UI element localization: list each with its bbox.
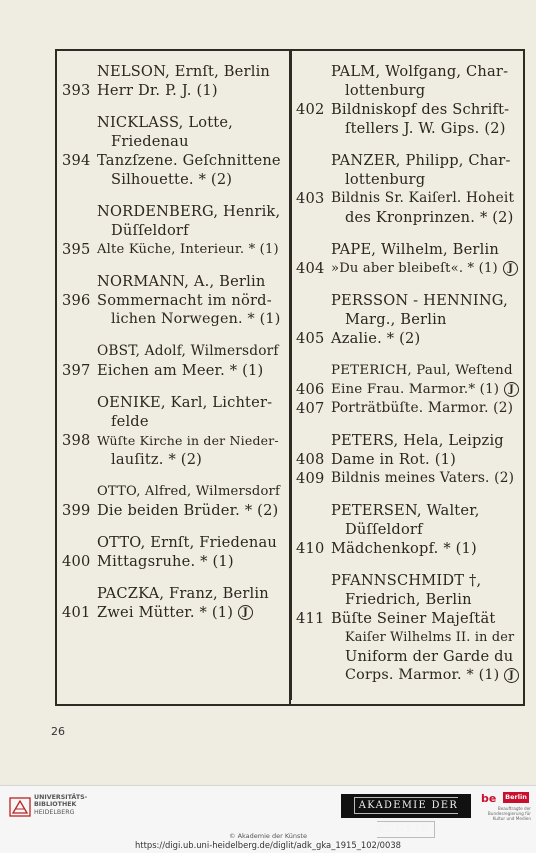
artwork-text: Die beiden Brüder. * (2) bbox=[97, 502, 279, 519]
catalog-number: 400 bbox=[62, 553, 91, 570]
artist-name: OBST, Adolf, Wilmersdorf bbox=[97, 343, 279, 359]
artwork-text: felde bbox=[111, 413, 149, 430]
artist-name: NORMANN, A., Berlin bbox=[97, 273, 266, 290]
catalog-entry bbox=[62, 62, 284, 100]
catalog-number: 411 bbox=[296, 610, 325, 627]
catalog-number: 402 bbox=[296, 101, 325, 118]
catalog-number: 408 bbox=[296, 451, 325, 468]
artwork-text: lottenburg bbox=[345, 82, 426, 99]
left-column bbox=[62, 62, 284, 635]
artwork-text: lichen Norwegen. * (1) bbox=[111, 311, 281, 327]
artwork-text: Friedenau bbox=[111, 133, 189, 150]
be-logo-text: be bbox=[481, 792, 497, 805]
artwork-text: Eine Frau. Marmor.* (1) bbox=[331, 382, 500, 397]
artwork-text: Düſſeldorf bbox=[111, 222, 189, 239]
catalog-entry bbox=[62, 482, 284, 520]
artwork-text: Büſte Seiner Majeſtät bbox=[331, 610, 496, 627]
catalog-number: 407 bbox=[296, 400, 325, 417]
artist-name: PFANNSCHMIDT †, bbox=[331, 572, 482, 589]
artwork-text: Mädchenkopf. * (1) bbox=[331, 540, 477, 557]
catalog-entry bbox=[296, 151, 518, 227]
artist-name: PANZER, Philipp, Char- bbox=[331, 152, 511, 169]
catalog-entry bbox=[62, 584, 284, 622]
be-logo-tag: Berlin bbox=[503, 792, 529, 803]
artwork-text: »Du aber bleibeſt«. * (1) bbox=[331, 261, 498, 276]
artwork-text: Düſſeldorf bbox=[345, 521, 423, 538]
page-number: 26 bbox=[51, 725, 65, 738]
jury-mark-icon: J bbox=[503, 261, 518, 276]
column-divider bbox=[291, 51, 292, 700]
catalog-number: 398 bbox=[62, 432, 91, 449]
akademie-der-kuenste-logo[interactable] bbox=[341, 794, 471, 835]
catalog-entry bbox=[62, 272, 284, 329]
artwork-text: Marg., Berlin bbox=[345, 311, 447, 328]
artwork-text: Eichen am Meer. * (1) bbox=[97, 362, 264, 379]
artist-name: NELSON, Ernſt, Berlin bbox=[97, 63, 271, 80]
artwork-text: Zwei Mütter. * (1) bbox=[97, 604, 234, 621]
catalog-number: 395 bbox=[62, 241, 91, 258]
artwork-text: Azalie. * (2) bbox=[331, 330, 421, 347]
uni-line: BIBLIOTHEK bbox=[34, 801, 77, 809]
artwork-text: Porträtbüſte. Marmor. (2) bbox=[331, 400, 514, 416]
artwork-text: lauſitz. * (2) bbox=[111, 451, 203, 468]
catalog-number: 410 bbox=[296, 540, 325, 557]
jury-mark-icon: J bbox=[504, 668, 519, 683]
university-library-logo-icon bbox=[8, 795, 32, 819]
artwork-text: Uniform der Garde du bbox=[345, 648, 514, 665]
artist-name: PETERICH, Paul, Weſtend bbox=[331, 363, 513, 378]
artwork-text: lottenburg bbox=[345, 171, 426, 188]
artwork-text: Corps. Marmor. * (1) bbox=[345, 667, 500, 683]
jury-mark-icon: J bbox=[504, 382, 519, 397]
artwork-text: Sommernacht im nörd- bbox=[97, 292, 272, 309]
catalog-entry bbox=[62, 342, 284, 380]
artwork-text: Friedrich, Berlin bbox=[345, 591, 472, 608]
artwork-text: Bildnis meines Vaters. (2) bbox=[331, 470, 515, 486]
catalog-entry bbox=[296, 501, 518, 558]
artwork-text: Mittagsruhe. * (1) bbox=[97, 553, 234, 570]
catalog-entry bbox=[296, 62, 518, 138]
catalog-number: 394 bbox=[62, 152, 91, 169]
catalog-entry bbox=[62, 202, 284, 259]
uni-line: HEIDELBERG bbox=[34, 808, 75, 816]
catalog-entry bbox=[62, 393, 284, 469]
catalog-number: 405 bbox=[296, 330, 325, 347]
artwork-text: Alte Küche, Interieur. * (1) bbox=[97, 242, 279, 257]
catalog-entry bbox=[296, 291, 518, 348]
catalog-entry bbox=[296, 431, 518, 488]
artist-name: OENIKE, Karl, Lichter- bbox=[97, 394, 273, 411]
catalog-entry bbox=[296, 240, 518, 278]
catalog-number: 401 bbox=[62, 604, 91, 621]
artwork-text: Tanzſzene. Geſchnittene bbox=[97, 152, 281, 169]
catalog-number: 396 bbox=[62, 292, 91, 309]
catalog-number: 403 bbox=[296, 190, 325, 207]
artwork-text: Kaiſer Wilhelms II. in der bbox=[345, 630, 515, 645]
artwork-text: Wüſte Kirche in der Nieder- bbox=[97, 433, 279, 448]
copyright-notice: © Akademie der Künste bbox=[229, 832, 307, 840]
artwork-text: Dame in Rot. (1) bbox=[331, 451, 457, 468]
artwork-text: ſtellers J. W. Gips. (2) bbox=[345, 120, 506, 137]
catalog-entry bbox=[296, 571, 518, 685]
catalog-entry bbox=[296, 361, 518, 418]
be-logo-subtitle: Beauftragte der Bundesregierung für Kultur und Medien bbox=[487, 806, 531, 821]
artist-name: OTTO, Ernſt, Friedenau bbox=[97, 534, 277, 551]
catalog-entry bbox=[62, 113, 284, 189]
artist-name: NORDENBERG, Henrik, bbox=[97, 203, 281, 220]
university-library-name[interactable] bbox=[34, 794, 87, 816]
berlin-logo-icon[interactable] bbox=[481, 792, 531, 824]
artist-name: PETERS, Hela, Leipzig bbox=[331, 432, 504, 449]
catalog-number: 397 bbox=[62, 362, 91, 379]
catalog-number: 409 bbox=[296, 470, 325, 487]
catalog-number: 404 bbox=[296, 260, 325, 277]
jury-mark-icon: J bbox=[238, 605, 253, 620]
catalog-number: 406 bbox=[296, 381, 325, 398]
right-column bbox=[296, 62, 518, 698]
uni-line: UNIVERSITÄTS- bbox=[34, 794, 88, 801]
artist-name: PACZKA, Franz, Berlin bbox=[97, 585, 269, 602]
artist-name: PETERSEN, Walter, bbox=[331, 502, 480, 519]
artist-name: PERSSON - HENNING, bbox=[331, 292, 508, 309]
artist-name: NICKLASS, Lotte, bbox=[97, 114, 234, 131]
artwork-text: des Kronprinzen. * (2) bbox=[345, 209, 514, 226]
artwork-text: Herr Dr. P. J. (1) bbox=[97, 82, 218, 99]
artwork-text: Silhouette. * (2) bbox=[111, 171, 233, 188]
artist-name: PAPE, Wilhelm, Berlin bbox=[331, 241, 499, 258]
permalink-url[interactable]: https://digi.ub.uni-heidelberg.de/diglit/adk_gka_1915_102/0038 bbox=[135, 840, 401, 850]
artwork-text: Bildniskopf des Schrift- bbox=[331, 101, 510, 118]
catalog-number: 399 bbox=[62, 502, 91, 519]
artist-name: OTTO, Alfred, Wilmersdorf bbox=[97, 484, 281, 499]
artist-name: PALM, Wolfgang, Char- bbox=[331, 63, 509, 80]
artwork-text: Bildnis Sr. Kaiſerl. Hoheit bbox=[331, 190, 515, 206]
catalog-number: 393 bbox=[62, 82, 91, 99]
catalog-entry bbox=[62, 533, 284, 571]
akademie-label: AKADEMIE DER KÜNSTE bbox=[354, 797, 458, 838]
